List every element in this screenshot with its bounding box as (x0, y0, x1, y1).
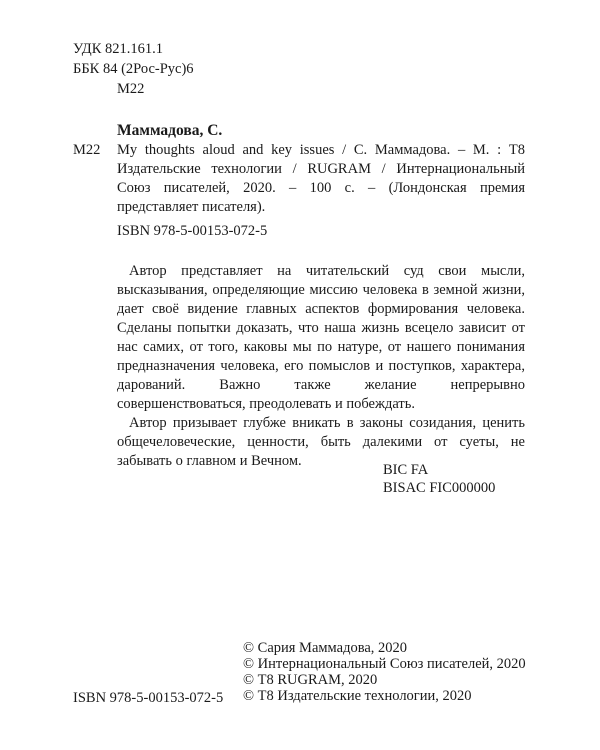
annotation-paragraph-1: Автор представляет на читательский суд свои мысли, высказывания, определяющие миссию человека в земной жизни, дает своё видение главных аспектов формирования человека. Сделаны попытки доказать, что наша жизнь всецело зависит от нас самих, от того, каковы мы по натуре, от нашего понимания предназначения человека, его помыслов и поступков, характера, дарований. Важно также желание непрерывно совершенствоваться, преодолевать и побеждать. (117, 263, 525, 412)
copyright-line-1: © Сария Маммадова, 2020 (243, 640, 408, 656)
copyright-line-4: © Т8 Издательские технологии, 2020 (243, 688, 472, 704)
copyright-line-2: © Интернациональный Союз писателей, 2020 (243, 656, 526, 672)
bbk-code: ББК 84 (2Рос-Рус)6 (73, 61, 194, 77)
copyright-line-3: © Т8 RUGRAM, 2020 (243, 672, 378, 688)
isbn-footer: ISBN 978-5-00153-072-5 (73, 690, 224, 706)
author-sign-top: М22 (117, 81, 145, 97)
annotation-paragraph-2: Автор призывает глубже вникать в законы созидания, ценить общечеловеческие, ценности, быть далекими от суеты, не забывать о главном и Вечном. (117, 415, 525, 469)
udk-code: УДК 821.161.1 (73, 41, 163, 57)
bibliographic-description: My thoughts aloud and key issues / С. Маммадова. – М. : Т8 Издательские технологии / RUGRAM / Интернациональный Союз писателей, 2020. – 100 с. – (Лондонская премия представляет писателя). (117, 142, 525, 215)
annotation (117, 262, 525, 471)
author-heading: Маммадова, С. (117, 122, 223, 139)
copyright-block (243, 640, 526, 704)
bic-code: BIC FA (383, 462, 429, 478)
bisac-code: BISAC FIC000000 (383, 480, 496, 496)
author-sign-side: М22 (73, 142, 101, 158)
isbn-main: ISBN 978-5-00153-072-5 (117, 223, 268, 239)
